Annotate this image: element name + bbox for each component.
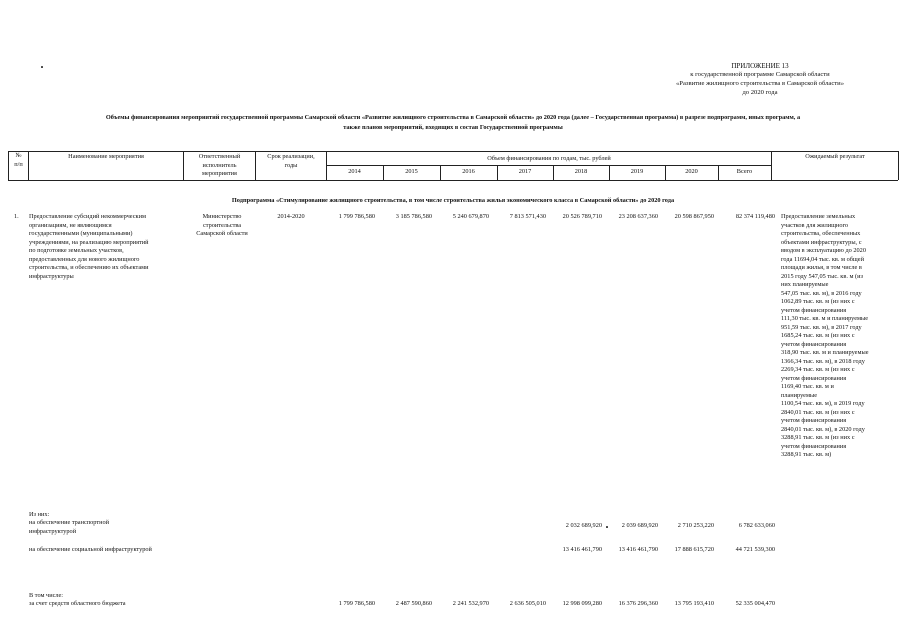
header-year: 2019 bbox=[630, 168, 644, 175]
doc-title-line: также планов мероприятий, входящих в состав Государственной программы bbox=[343, 124, 563, 131]
header-year: 2016 bbox=[462, 168, 475, 175]
value-total-cell: 6 782 633,060 bbox=[738, 522, 775, 529]
value-cell: 2 039 689,920 bbox=[621, 522, 658, 529]
value-cell: 7 813 571,430 bbox=[509, 213, 546, 220]
transport-label: на обеспечение транспортной инфраструктурой bbox=[29, 519, 109, 535]
row-period: 2014-2020 bbox=[277, 213, 305, 220]
appendix-line: «Развитие жилищного строительства в Самарской области» bbox=[676, 80, 844, 88]
value-total-cell: 52 335 004,470 bbox=[735, 600, 775, 607]
value-total-cell: 82 374 119,480 bbox=[735, 213, 775, 220]
value-cell: 2 636 505,010 bbox=[509, 600, 546, 607]
appendix-line: до 2020 года bbox=[742, 89, 778, 97]
of-them-label: Из них: bbox=[29, 511, 50, 518]
header-year: 2015 bbox=[405, 168, 418, 175]
header-num: № п/п bbox=[14, 152, 23, 168]
header-result: Ожидаемый результат bbox=[805, 153, 865, 160]
value-cell: 12 998 099,280 bbox=[562, 600, 602, 607]
header-total: Всего bbox=[736, 168, 753, 175]
value-cell: 13 416 461,790 bbox=[618, 546, 658, 553]
value-cell: 1 799 786,580 bbox=[338, 600, 375, 607]
header-year: 2017 bbox=[518, 168, 532, 175]
header-period: Срок реализации, годы bbox=[267, 153, 315, 169]
row-executor: Министерство строительства Самарской области bbox=[196, 213, 248, 237]
value-cell: 17 888 615,720 bbox=[674, 546, 714, 553]
appendix-line: к государственной программе Самарской области bbox=[690, 71, 830, 79]
header-year: 2014 bbox=[348, 168, 361, 175]
value-cell: 1 799 786,580 bbox=[338, 213, 375, 220]
header-year: 2018 bbox=[574, 168, 588, 175]
appendix-block bbox=[640, 62, 880, 98]
header-executor: Ответственный исполнитель мероприятия bbox=[198, 153, 241, 177]
scan-speck bbox=[41, 66, 43, 68]
social-label: на обеспечение социальной инфраструктурой bbox=[29, 546, 152, 553]
scan-speck bbox=[606, 526, 608, 528]
value-cell: 2 487 590,860 bbox=[395, 600, 432, 607]
value-cell: 5 240 679,870 bbox=[452, 213, 489, 220]
subprogram-title: Подпрограмма «Стимулирование жилищного строительства, в том числе строительства жилья экономического класса в Самарской области» до 2020 года bbox=[231, 197, 675, 204]
header-funding: Объем финансирования по годам, тыс. рублей bbox=[487, 155, 611, 162]
value-cell: 3 185 786,580 bbox=[395, 213, 432, 220]
value-total-cell: 44 721 539,300 bbox=[735, 546, 775, 553]
value-cell: 23 208 637,360 bbox=[618, 213, 658, 220]
regional-budget-label: за счет средств областного бюджета bbox=[29, 600, 126, 607]
header-name: Наименование мероприятия bbox=[68, 153, 144, 160]
header-year: 2020 bbox=[685, 168, 698, 175]
value-cell: 16 376 296,360 bbox=[618, 600, 658, 607]
value-cell: 2 241 532,970 bbox=[452, 600, 489, 607]
including-label: В том числе: bbox=[29, 592, 64, 599]
value-cell: 2 032 689,920 bbox=[565, 522, 602, 529]
value-cell: 20 598 867,950 bbox=[674, 213, 714, 220]
row-number: 1. bbox=[14, 213, 19, 220]
value-cell: 2 710 253,220 bbox=[677, 522, 714, 529]
row-result: Предоставление земельных участков для жилищного строительства, обеспеченных объектами инфраструктуры, с вводом в эксплуатацию до 2020 года 11694,04 тыс. кв. м общей площади жилья, в том числе в 2015 году 547,05 тыс. кв. м (из них планируемые 547,05 тыс. кв. м), в 2016 году 1062,89 тыс. кв. м (из них с учетом финансирования 111,30 тыс. кв. м и планируемые 951,59 тыс. кв. м), в 2017 году 1685,24 тыс. кв. м (из них с учетом финансирования 318,90 тыс. кв. м и планируемые 1366,34 тыс. кв. м), в 2018 году 2269,34 тыс. кв. м (из них с учетом финансирования 1169,40 тыс. кв. м и планируемые 1100,54 тыс. кв. м), в 2019 году 2840,01 тыс. кв. м (из них с учетом финансирования 2840,01 тыс. кв. м), в 2020 году 3288,91 тыс. кв. м (из них с учетом финансирования 3288,91 тыс. кв. м) bbox=[781, 213, 869, 458]
row-name: Предоставление субсидий некоммерческим организациям, не являющимся государственными (муниципальными) учреждениями, на реализацию мероприятий по подготовке земельных участков, предоставленных для нового жилищного строительства, и обеспечению их объектами инфраструктуры bbox=[29, 213, 149, 280]
appendix-title: ПРИЛОЖЕНИЕ 13 bbox=[731, 62, 789, 70]
value-cell: 13 795 193,410 bbox=[674, 600, 714, 607]
value-cell: 13 416 461,790 bbox=[562, 546, 602, 553]
value-cell: 20 526 789,710 bbox=[562, 213, 602, 220]
doc-title-line: Объемы финансирования мероприятий государственной программы Самарской области «Развитие жилищного строительства в Самарской области» до 2020 года (далее – Государственная программа) в разрезе подпрограмм, иных программ, а bbox=[105, 114, 801, 121]
